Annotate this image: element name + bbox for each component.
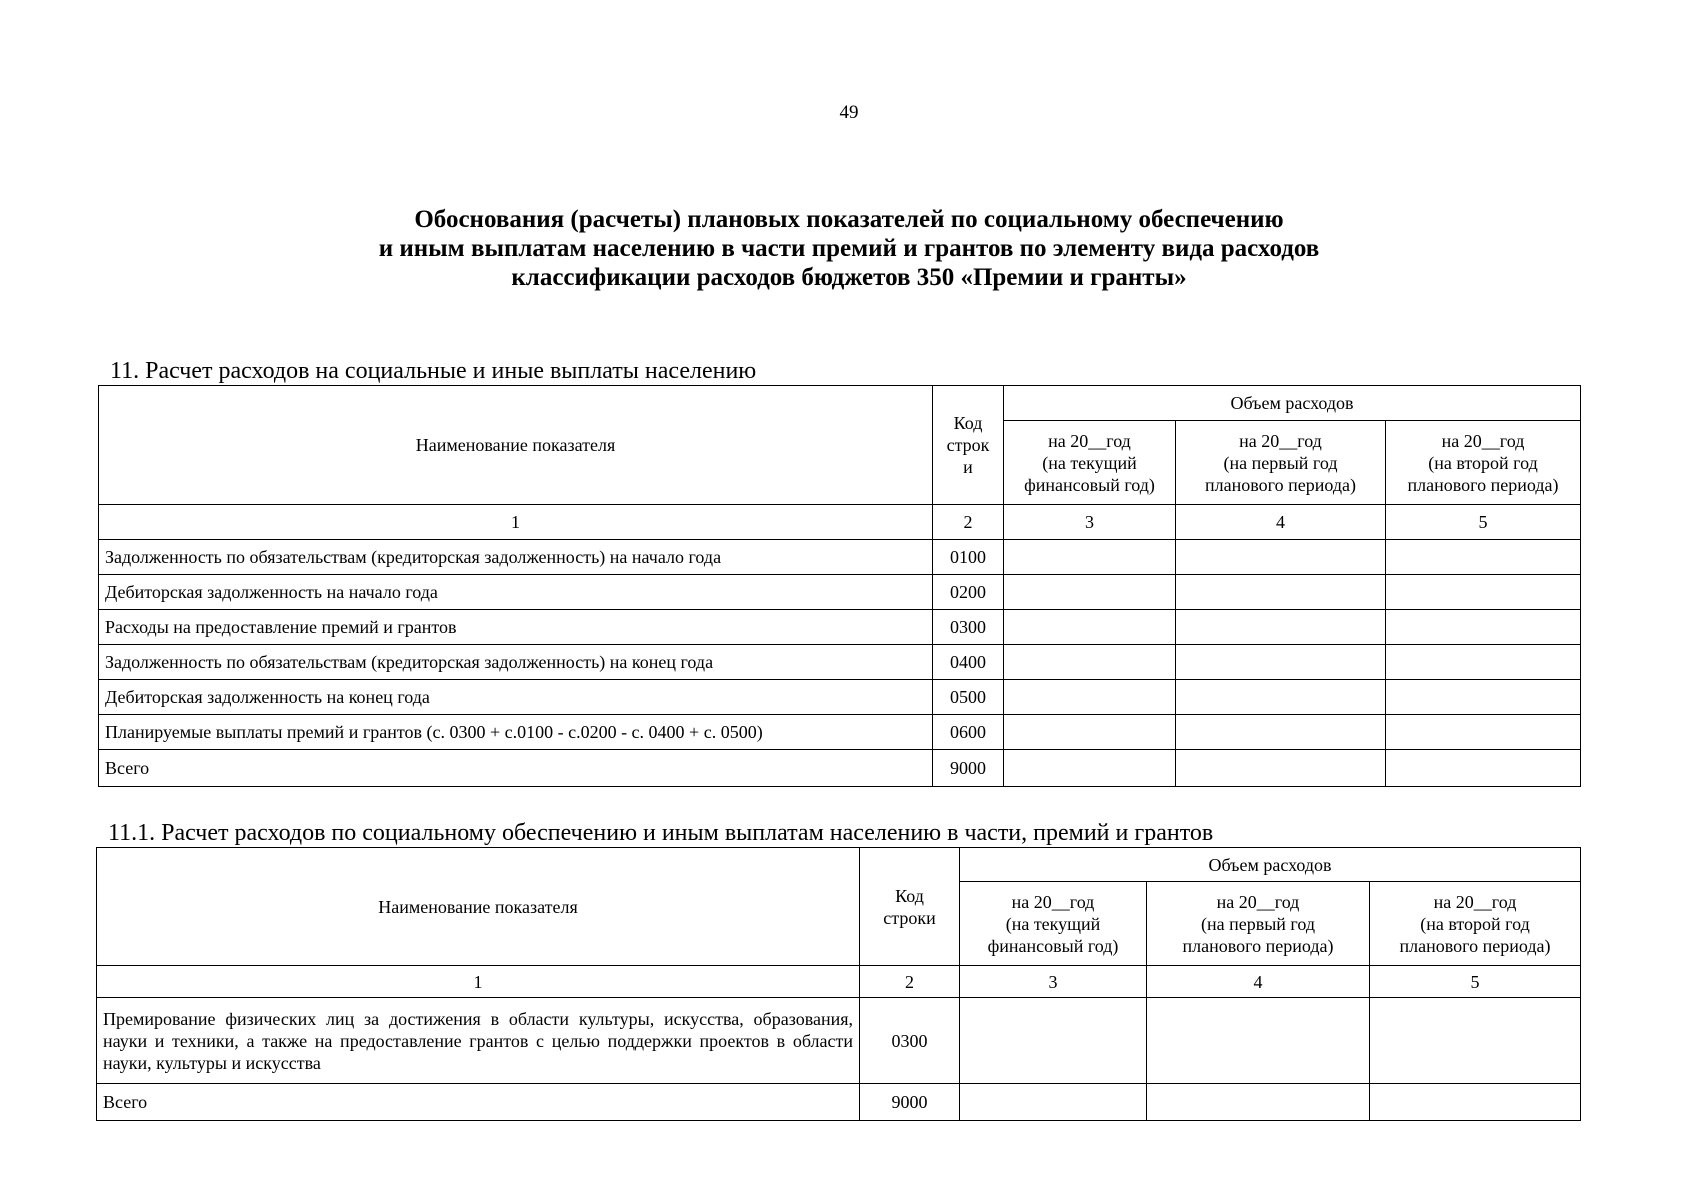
value-cell[interactable] bbox=[1004, 575, 1176, 610]
column-number: 5 bbox=[1386, 505, 1581, 540]
row-code: 0300 bbox=[933, 610, 1004, 645]
value-cell[interactable] bbox=[1004, 680, 1176, 715]
column-number: 2 bbox=[933, 505, 1004, 540]
value-cell[interactable] bbox=[1176, 645, 1386, 680]
header-year-second: на 20__год (на второй год планового периода) bbox=[1370, 882, 1581, 966]
page-number: 49 bbox=[839, 102, 859, 123]
column-number: 4 bbox=[1147, 966, 1370, 998]
column-number: 1 bbox=[97, 966, 860, 998]
value-cell[interactable] bbox=[1147, 998, 1370, 1084]
column-number-row bbox=[97, 966, 1581, 998]
value-cell[interactable] bbox=[1386, 540, 1581, 575]
row-code: 0300 bbox=[860, 998, 960, 1084]
table-row bbox=[99, 680, 1581, 715]
value-cell[interactable] bbox=[960, 998, 1147, 1084]
value-cell[interactable] bbox=[1004, 715, 1176, 750]
value-cell[interactable] bbox=[1386, 645, 1581, 680]
column-number: 3 bbox=[1004, 505, 1176, 540]
title-line-1: Обоснования (расчеты) плановых показателей по социальному обеспечению bbox=[414, 206, 1284, 233]
value-cell[interactable] bbox=[1004, 610, 1176, 645]
row-code: 9000 bbox=[933, 750, 1004, 787]
table-row-total bbox=[99, 750, 1581, 787]
row-code: 0600 bbox=[933, 715, 1004, 750]
row-name: Дебиторская задолженность на начало года bbox=[99, 575, 933, 610]
value-cell[interactable] bbox=[1176, 715, 1386, 750]
row-name: Задолженность по обязательствам (кредиторская задолженность) на начало года bbox=[99, 540, 933, 575]
header-year-first: на 20__год (на первый год планового периода) bbox=[1147, 882, 1370, 966]
table-row bbox=[99, 540, 1581, 575]
table-row bbox=[99, 645, 1581, 680]
value-cell[interactable] bbox=[1176, 610, 1386, 645]
table-row bbox=[99, 575, 1581, 610]
value-cell[interactable] bbox=[1386, 715, 1581, 750]
title-line-3: классификации расходов бюджетов 350 «Премии и гранты» bbox=[511, 264, 1187, 291]
value-cell[interactable] bbox=[960, 1084, 1147, 1121]
header-name: Наименование показателя bbox=[97, 848, 860, 966]
value-cell[interactable] bbox=[1147, 1084, 1370, 1121]
row-code: 9000 bbox=[860, 1084, 960, 1121]
header-year-current: на 20__год (на текущий финансовый год) bbox=[1004, 421, 1176, 505]
row-name: Всего bbox=[99, 750, 933, 787]
column-number: 2 bbox=[860, 966, 960, 998]
header-year-first: на 20__год (на первый год планового периода) bbox=[1176, 421, 1386, 505]
row-name: Всего bbox=[97, 1084, 860, 1121]
row-code: 0100 bbox=[933, 540, 1004, 575]
header-volume: Объем расходов bbox=[1004, 386, 1581, 421]
row-code: 0500 bbox=[933, 680, 1004, 715]
section-11-title: 11. Расчет расходов на социальные и иные выплаты населению bbox=[110, 358, 757, 384]
header-year-current: на 20__год (на текущий финансовый год) bbox=[960, 882, 1147, 966]
value-cell[interactable] bbox=[1176, 680, 1386, 715]
row-name: Премирование физических лиц за достижения в области культуры, искусства, образования, науки и техники, а также на предоставление грантов с целью поддержки проектов в области науки, культуры и искусства bbox=[97, 998, 860, 1084]
header-year-second: на 20__год (на второй год планового периода) bbox=[1386, 421, 1581, 505]
value-cell[interactable] bbox=[1370, 998, 1581, 1084]
section-11-1-title: 11.1. Расчет расходов по социальному обеспечению и иным выплатам населению в части, премий и грантов bbox=[108, 820, 1214, 846]
value-cell[interactable] bbox=[1386, 680, 1581, 715]
value-cell[interactable] bbox=[1386, 750, 1581, 787]
value-cell[interactable] bbox=[1370, 1084, 1581, 1121]
row-code: 0200 bbox=[933, 575, 1004, 610]
value-cell[interactable] bbox=[1004, 540, 1176, 575]
value-cell[interactable] bbox=[1386, 610, 1581, 645]
table-row bbox=[97, 998, 1581, 1084]
value-cell[interactable] bbox=[1176, 540, 1386, 575]
header-name: Наименование показателя bbox=[99, 386, 933, 505]
value-cell[interactable] bbox=[1004, 645, 1176, 680]
row-name: Расходы на предоставление премий и грантов bbox=[99, 610, 933, 645]
table-11-1 bbox=[96, 847, 1581, 1121]
row-name: Дебиторская задолженность на конец года bbox=[99, 680, 933, 715]
header-volume: Объем расходов bbox=[960, 848, 1581, 882]
value-cell[interactable] bbox=[1004, 750, 1176, 787]
column-number-row bbox=[99, 505, 1581, 540]
header-code: Код строк и bbox=[933, 386, 1004, 505]
table-11 bbox=[98, 385, 1581, 787]
table-row bbox=[99, 715, 1581, 750]
column-number: 4 bbox=[1176, 505, 1386, 540]
row-code: 0400 bbox=[933, 645, 1004, 680]
value-cell[interactable] bbox=[1176, 750, 1386, 787]
value-cell[interactable] bbox=[1176, 575, 1386, 610]
row-name: Задолженность по обязательствам (кредиторская задолженность) на конец года bbox=[99, 645, 933, 680]
document-title bbox=[0, 205, 1698, 292]
column-number: 1 bbox=[99, 505, 933, 540]
column-number: 3 bbox=[960, 966, 1147, 998]
table-row bbox=[99, 610, 1581, 645]
header-code: Код строки bbox=[860, 848, 960, 966]
row-name: Планируемые выплаты премий и грантов (с. 0300 + с.0100 - с.0200 - с. 0400 + с. 0500) bbox=[99, 715, 933, 750]
table-row-total bbox=[97, 1084, 1581, 1121]
title-line-2: и иным выплатам населению в части премий и грантов по элементу вида расходов bbox=[378, 235, 1320, 262]
value-cell[interactable] bbox=[1386, 575, 1581, 610]
column-number: 5 bbox=[1370, 966, 1581, 998]
